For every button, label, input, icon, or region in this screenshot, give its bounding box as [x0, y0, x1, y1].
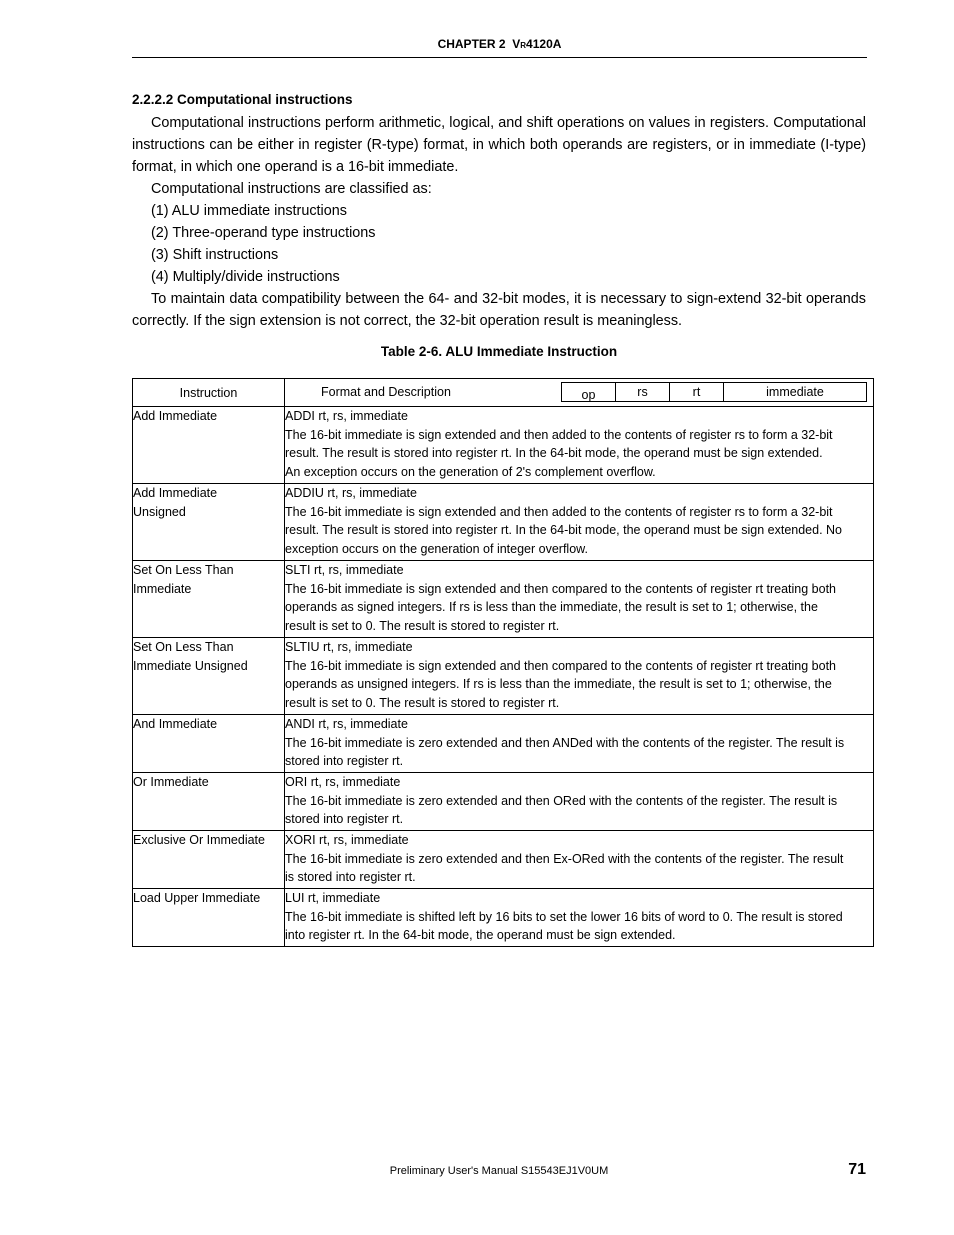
desc-line: The 16-bit immediate is sign extended and then compared to the contents of register rt treating both	[285, 658, 837, 673]
desc-line: operands as signed integers. If rs is less than the immediate, the result is set to 1; otherwise, the	[285, 600, 818, 615]
header-rule	[132, 57, 867, 58]
instruction-description	[285, 407, 874, 484]
instruction-field-layout	[561, 382, 867, 402]
desc-line: result is set to 0. The result is stored to register rt.	[285, 696, 560, 711]
desc-line: is stored into register rt.	[285, 870, 416, 885]
intro-paragraph: Computational instructions perform arithmetic, logical, and shift operations on values in registers. Computational instructions can be either in register (R-type) format, in which both operands are registers, or in immediate (I-type) format, in which one operand is a 16-bit immediate.	[132, 115, 866, 175]
table-row	[133, 484, 874, 561]
name-line: Add Immediate	[133, 409, 218, 423]
name-line: And Immediate	[133, 717, 218, 731]
field-rt: rt	[669, 383, 723, 401]
format-line: LUI rt, immediate	[285, 891, 381, 905]
name-line: Immediate	[133, 581, 192, 596]
instruction-description	[285, 715, 874, 773]
desc-line: operands as unsigned integers. If rs is less than the immediate, the result is set to 1; otherwise, the	[285, 677, 832, 692]
desc-line: exception occurs on the generation of integer overflow.	[285, 542, 588, 557]
format-line: SLTIU rt, rs, immediate	[285, 640, 413, 654]
section-body	[132, 112, 866, 332]
product-subscript: R	[520, 41, 527, 50]
instruction-name	[133, 889, 285, 947]
format-line: ORI rt, rs, immediate	[285, 775, 401, 789]
format-line: SLTI rt, rs, immediate	[285, 563, 404, 577]
list-item: (2) Three-operand type instructions	[151, 225, 376, 241]
instruction-description	[285, 484, 874, 561]
name-line: Unsigned	[133, 504, 186, 519]
instruction-name	[133, 715, 285, 773]
alu-immediate-table	[132, 378, 874, 947]
desc-line: The 16-bit immediate is shifted left by 16 bits to set the lower 16 bits of word to 0. The result is stored	[285, 909, 843, 924]
table-row	[133, 561, 874, 638]
format-line: ANDI rt, rs, immediate	[285, 717, 408, 731]
header-format-label: Format and Description	[321, 385, 451, 399]
field-immediate: immediate	[723, 383, 866, 401]
instruction-name	[133, 831, 285, 889]
instruction-description	[285, 831, 874, 889]
table-row	[133, 407, 874, 484]
table-row	[133, 715, 874, 773]
instruction-description	[285, 889, 874, 947]
table-header-row	[133, 379, 874, 407]
name-line: Immediate Unsigned	[133, 658, 248, 673]
instruction-name	[133, 638, 285, 715]
desc-line: The 16-bit immediate is zero extended and then ANDed with the contents of the register. The result is	[285, 735, 845, 750]
format-line: ADDI rt, rs, immediate	[285, 409, 408, 423]
desc-line: The 16-bit immediate is sign extended and then added to the contents of register rs to form a 32-bit	[285, 427, 833, 442]
product-suffix: 4120A	[526, 37, 562, 51]
instruction-name	[133, 484, 285, 561]
table-title: Table 2-6. ALU Immediate Instruction	[380, 344, 618, 359]
product-prefix: V	[512, 37, 521, 51]
section-title: 2.2.2.2 Computational instructions	[132, 92, 353, 107]
instruction-name	[133, 561, 285, 638]
desc-line: result. The result is stored into register rt. In the 64-bit mode, the operand must be sign extended. No	[285, 523, 843, 538]
format-line: XORI rt, rs, immediate	[285, 833, 409, 847]
table-row	[133, 831, 874, 889]
header-format	[285, 379, 874, 407]
table-row	[133, 773, 874, 831]
name-line: Add Immediate	[133, 486, 218, 500]
desc-line: An exception occurs on the generation of 2's complement overflow.	[285, 465, 656, 480]
desc-line: The 16-bit immediate is sign extended and then compared to the contents of register rt treating both	[285, 581, 837, 596]
desc-line: The 16-bit immediate is zero extended and then ORed with the contents of the register. The result is	[285, 793, 838, 808]
name-line: Exclusive Or Immediate	[133, 833, 265, 847]
list-item: (1) ALU immediate instructions	[151, 203, 347, 219]
compat-paragraph: To maintain data compatibility between the 64- and 32-bit modes, it is necessary to sign-extend 32-bit operands correctly. If the sign extension is not correct, the 32-bit operation result is meaningless.	[132, 291, 866, 329]
field-op: op	[581, 388, 596, 402]
list-item: (3) Shift instructions	[151, 247, 279, 263]
instruction-name	[133, 407, 285, 484]
name-line: Set On Less Than	[133, 563, 234, 577]
table-row	[133, 638, 874, 715]
instruction-description	[285, 561, 874, 638]
desc-line: result is set to 0. The result is stored to register rt.	[285, 619, 560, 634]
running-header	[132, 37, 867, 51]
instruction-description	[285, 773, 874, 831]
desc-line: into register rt. In the 64-bit mode, the operand must be sign extended.	[285, 928, 676, 943]
name-line: Load Upper Immediate	[133, 891, 261, 905]
list-item: (4) Multiply/divide instructions	[151, 269, 340, 285]
page-number: 71	[848, 1161, 866, 1178]
chapter-label: CHAPTER 2	[437, 37, 506, 51]
desc-line: stored into register rt.	[285, 812, 404, 827]
table-row	[133, 889, 874, 947]
name-line: Or Immediate	[133, 775, 209, 789]
format-line: ADDIU rt, rs, immediate	[285, 486, 417, 500]
header-instruction: Instruction	[133, 379, 285, 407]
desc-line: stored into register rt.	[285, 754, 404, 769]
name-line: Set On Less Than	[133, 640, 234, 654]
classified-paragraph: Computational instructions are classified as:	[151, 181, 432, 197]
instruction-name	[133, 773, 285, 831]
desc-line: result. The result is stored into register rt. In the 64-bit mode, the operand must be sign extended.	[285, 446, 823, 461]
instruction-description	[285, 638, 874, 715]
desc-line: The 16-bit immediate is zero extended and then Ex-ORed with the contents of the register. The result	[285, 851, 844, 866]
desc-line: The 16-bit immediate is sign extended and then added to the contents of register rs to form a 32-bit	[285, 504, 833, 519]
manual-id: Preliminary User's Manual S15543EJ1V0UM	[389, 1165, 609, 1177]
field-rs: rs	[615, 383, 669, 401]
